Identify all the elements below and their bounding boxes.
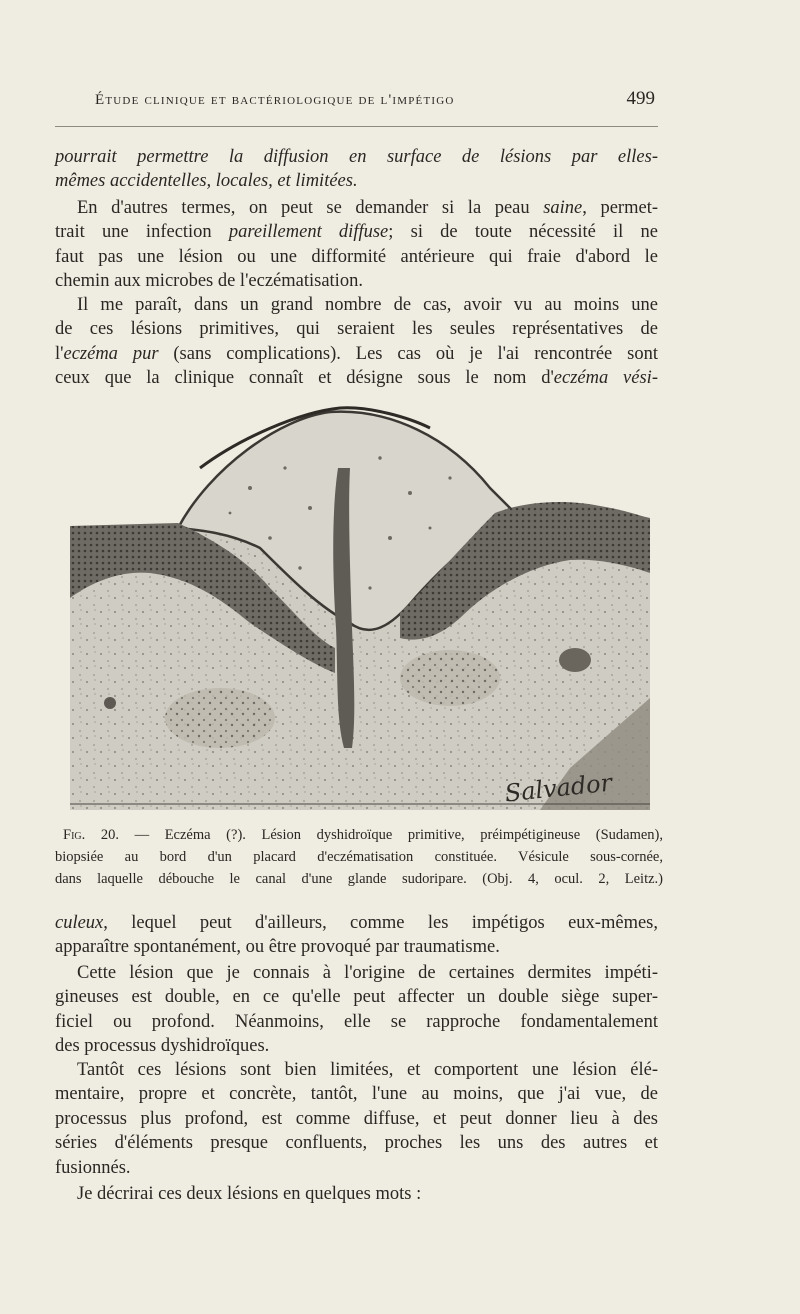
text-run: En d'autres termes, on peut se demander si la peau — [77, 198, 544, 218]
text-line: Je décrirai ces deux lésions en quelques mots : — [77, 1184, 422, 1204]
cell-cluster — [400, 650, 500, 706]
figure-caption — [55, 824, 663, 890]
paragraph-2 — [55, 196, 658, 294]
text-line: Tantôt ces lésions sont bien limitées, et comportent une lésion élé- — [77, 1060, 658, 1080]
histology-figure — [70, 398, 650, 810]
text-line: faut pas une lésion ou une difformité antérieure qui fraie d'abord le — [55, 246, 658, 267]
text-line: apparaître spontanément, ou être provoqué par traumatisme. — [55, 937, 500, 958]
paragraph-7 — [55, 1182, 658, 1206]
cell-dot — [104, 697, 116, 709]
text-run: , lequel peut d'ailleurs, comme les impétigos eux-mêmes, — [103, 913, 658, 933]
caption-line: dans laquelle débouche le canal d'une glande sudoripare. (Obj. 4, ocul. 2, Leitz.) — [55, 871, 663, 887]
italic-run: culeux — [55, 913, 104, 933]
text-line: ficiel ou profond. Néanmoins, elle se rapproche fondamentalement — [55, 1011, 658, 1032]
caption-line: biopsiée au bord d'un placard d'eczématisation constituée. Vésicule sous-cornée, — [55, 849, 663, 865]
caption-text: — Eczéma (?). Lésion dyshidroïque primitive, préimpétigineuse (Sudamen), — [118, 827, 663, 843]
text-run: ; si de toute nécessité il ne — [388, 222, 658, 243]
text-line: de ces lésions primitives, qui seraient les seules représentatives de — [55, 319, 658, 340]
text-run: (sans complications). Les cas où je l'ai rencontrée sont — [158, 343, 658, 364]
text-run: ceux que la clinique connaît et désigne sous le nom d' — [55, 368, 554, 389]
page-number: 499 — [626, 88, 655, 109]
paragraph-6 — [55, 1058, 658, 1180]
artist-signature: Salvador — [503, 768, 614, 808]
text-line: Cette lésion que je connais à l'origine de certaines dermites impéti- — [77, 963, 658, 983]
text-line: chemin aux microbes de l'eczématisation. — [55, 271, 363, 292]
text-line: gineuses est double, en ce qu'elle peut affecter un double siège super- — [55, 987, 658, 1008]
running-header — [95, 86, 655, 116]
running-title: Étude clinique et bactériologique de l'impétigo — [95, 92, 455, 108]
header-rule — [55, 126, 658, 127]
text-line: mentaire, propre et concrète, tantôt, l'une au moins, que j'ai vue, de — [55, 1084, 658, 1105]
text-line: séries d'éléments presque confluents, proches les uns des autres et — [55, 1133, 658, 1154]
italic-run: eczéma vési- — [553, 368, 658, 389]
figure-label: Fig. 20. — [63, 827, 119, 843]
text-line: des processus dyshidroïques. — [55, 1036, 270, 1057]
paragraph-continuation — [55, 145, 658, 194]
cell-cluster — [165, 688, 275, 748]
cell-cluster — [559, 648, 591, 672]
text-line: mêmes accidentelles, locales, et limitées. — [55, 171, 358, 192]
text-line: processus plus profond, est comme diffuse, et peut donner lieu à des — [55, 1108, 658, 1129]
italic-run: eczéma pur — [63, 343, 159, 364]
italic-run: saine — [543, 198, 583, 218]
text-run: trait une infection — [55, 222, 229, 243]
text-run: l' — [55, 343, 64, 364]
paragraph-4 — [55, 911, 658, 960]
paragraph-5 — [55, 961, 658, 1059]
paragraph-3 — [55, 293, 658, 391]
text-line: fusionnés. — [55, 1157, 131, 1178]
text-line: Il me paraît, dans un grand nombre de cas, avoir vu au moins une — [77, 295, 658, 315]
text-run: , permet- — [582, 198, 658, 218]
italic-run: pareillement diffuse — [228, 222, 389, 243]
text-line: pourrait permettre la diffusion en surface de lésions par elles- — [55, 147, 658, 167]
